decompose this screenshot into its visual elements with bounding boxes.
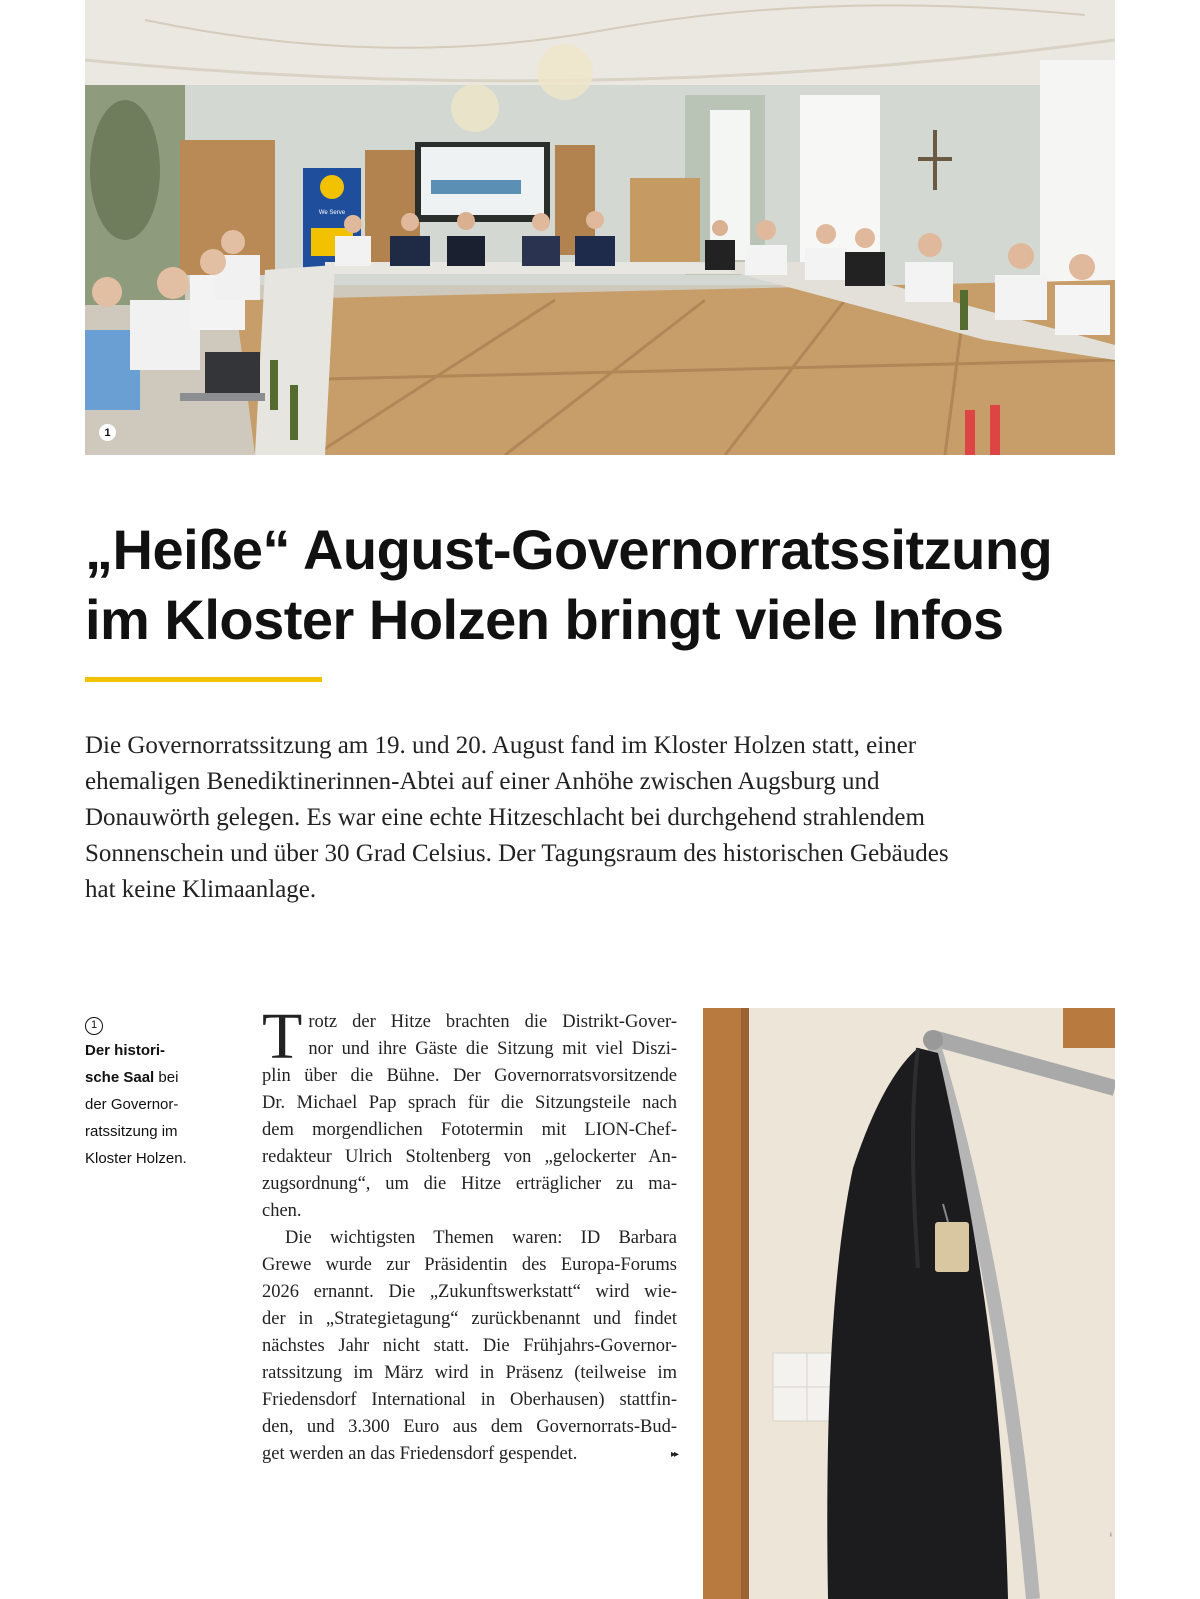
headline-line-1: „Heiße“ August-Governorratssitzung	[85, 518, 1053, 581]
article-line: ratssitzung im März wird in Präsenz (teilweise im	[262, 1363, 677, 1383]
article-line: Dr. Michael Pap sprach für die Sitzungsteile nach	[262, 1093, 677, 1113]
article-line: Friedensdorf International in Oberhausen) stattfin-	[262, 1390, 677, 1410]
banner-text: We Serve	[318, 210, 346, 216]
caption-bold: sche Saal	[85, 1069, 155, 1086]
meeting-room-illustration	[85, 0, 1115, 455]
article-line: Grewe wurde zur Präsidentin des Europa-Forums	[262, 1255, 677, 1275]
caption-line: Kloster Holzen.	[85, 1150, 187, 1167]
caption-text: bei	[154, 1069, 179, 1086]
accent-rule	[85, 677, 322, 682]
article-line: nor und ihre Gäste die Sitzung mit viel Diszi-	[308, 1039, 677, 1059]
article-line: Die wichtigsten Themen waren: ID Barbara	[285, 1228, 677, 1248]
drop-cap: T	[262, 1000, 303, 1073]
photo-number-badge: 1	[99, 424, 116, 441]
article-line	[262, 1441, 677, 1468]
article-line-text: get werden an das Friedensdorf gespendet.	[262, 1444, 578, 1464]
lead-line: Sonnenschein und über 30 Grad Celsius. Der Tagungsraum des historischen Gebäudes	[85, 840, 949, 867]
article-body	[262, 1000, 677, 1468]
article-line: den, und 3.300 Euro aus dem Governorrats-Bud-	[262, 1417, 677, 1437]
caption-line	[85, 1064, 210, 1091]
jacket-illustration	[703, 1008, 1115, 1599]
jacket-photo	[703, 1008, 1115, 1599]
article-line: dem morgendlichen Fototermin mit LION-Chef-	[262, 1120, 677, 1140]
article-line: zugsordnung“, um die Hitze erträglicher zu ma-	[262, 1174, 677, 1194]
caption-number-icon: 1	[85, 1017, 103, 1035]
caption-bold: Der histori-	[85, 1042, 166, 1059]
headline	[85, 515, 1125, 655]
caption-line: der Governor-	[85, 1096, 179, 1113]
article-line: der in „Strategietagung“ zurückbenannt und findet	[262, 1309, 677, 1329]
lead-line: hat keine Klimaanlage.	[85, 876, 317, 903]
lead-line: Donauwörth gelegen. Es war eine echte Hitzeschlacht bei durchgehend strahlendem	[85, 804, 925, 831]
lead-line: ehemaligen Benediktinerinnen-Abtei auf einer Anhöhe zwischen Augsburg und	[85, 768, 880, 795]
article-line: nächstes Jahr nicht statt. Die Frühjahrs-Governor-	[262, 1336, 677, 1356]
edge-mark: ⁱ	[1110, 1532, 1112, 1543]
caption-line: ratssitzung im	[85, 1123, 178, 1140]
article-line: plin über die Bühne. Der Governorratsvorsitzende	[262, 1066, 677, 1086]
hero-photo	[85, 0, 1115, 455]
article-line: chen.	[262, 1201, 302, 1221]
photo-caption	[85, 1010, 210, 1172]
lead-paragraph	[85, 728, 1125, 908]
continue-arrow-icon: ▸▸	[670, 1449, 677, 1460]
lead-line: Die Governorratssitzung am 19. und 20. August fand im Kloster Holzen statt, einer	[85, 732, 917, 759]
article-line: rotz der Hitze brachten die Distrikt-Gover-	[308, 1012, 677, 1032]
headline-line-2: im Kloster Holzen bringt viele Infos	[85, 588, 1004, 651]
caption-line	[85, 1037, 210, 1064]
article-line: 2026 ernannt. Die „Zukunftswerkstatt“ wird wie-	[262, 1282, 677, 1302]
article-line: redakteur Ulrich Stoltenberg von „gelockerter An-	[262, 1147, 677, 1167]
